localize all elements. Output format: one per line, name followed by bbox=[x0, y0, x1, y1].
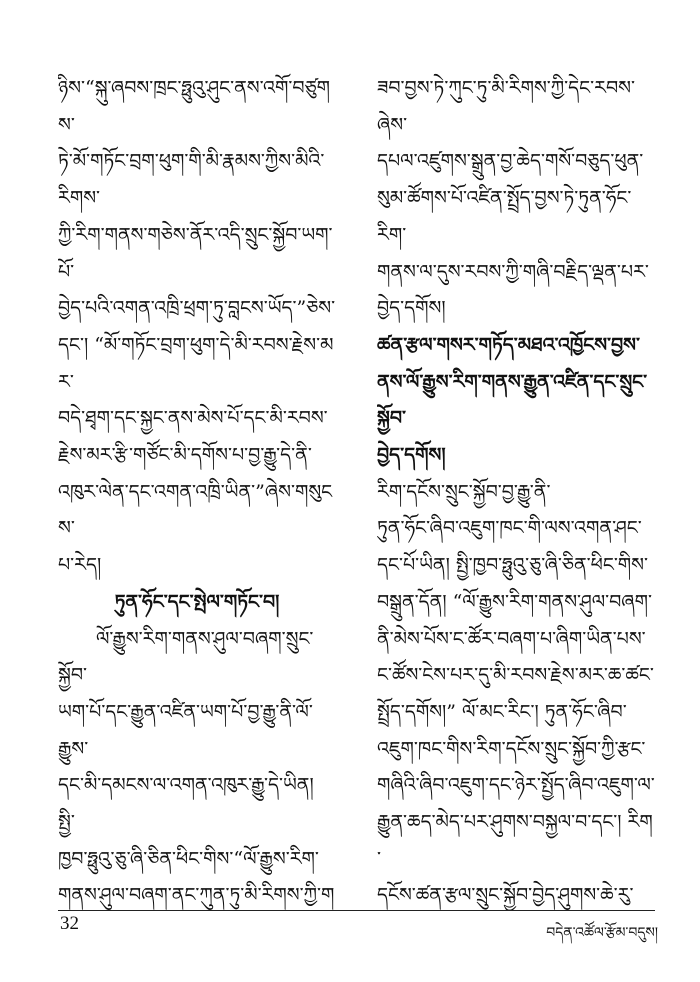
right-column bbox=[377, 70, 655, 910]
section-heading: ཏུན་ཧོང་དང་སྤེལ་གཏོང་བ། bbox=[114, 590, 280, 613]
left-column bbox=[58, 70, 336, 910]
footer-rule bbox=[58, 910, 655, 911]
paragraph: ལོ་རྒྱུས་རིག་གནས་ཤུལ་བཞག་སྲུང་སྐྱོབ་ ཡག་པོ་དང་རྒྱུན་འཛིན་ཡག་པོ་བྱ་རྒྱུ་ནི་ལོ་རྒྱུས་ དང་མི་དམངས་ལ་འགན་འཁུར་རྒྱུ་དེ་ཡིན། སྤྱི་ ཁྱབ་ཧྥུའུ་ཅུ་ཞི་ཅིན་ཕིང་གིས་“ལོ་རྒྱུས་རིག་ གནས་ཤུལ་བཞག་ནང་ཀུན་ཏུ་མི་རིགས་ཀྱི་ག bbox=[58, 627, 335, 907]
paragraph: ཟབ་བྱས་ཏེ་ཀུང་ཏུ་མི་རིགས་ཀྱི་དེང་རབས་ཞེས་ དཔལ་འཛུགས་སྒྲུན་བྱ་ཆེད་གསོ་བཅུད་ཕུན་ སུམ་ཚོགས་པོ་འཛིན་སྤྲོད་བྱས་ཏེ་ཏུན་ཧོང་རིག་ གནས་ལ་དུས་རབས་ཀྱི་གཞི་བརྗིད་ལྡན་པར་ བྱེད་དགོས། bbox=[377, 77, 649, 320]
paragraph: རིག་དངོས་སྲུང་སྐྱོབ་བྱ་རྒྱུ་ནི་ ཏུན་ཧོང་ཞིབ་འཇུག་ཁང་གི་ལས་འགན་ཤང་ དང་པོ་ཡིན། སྤྱི་ཁྱབ་ཧྥུའུ་ཅུ་ཞི་ཅིན་ཕིང་གིས་ བསྒྲུན་དོན། “ལོ་རྒྱུས་རིག་གནས་ཤུལ་བཞག་ ནི་མེས་པོས་ང་ཚོར་བཞག་པ་ཞིག་ཡིན་པས་ ང་ཚོས་ངེས་པར་དུ་མི་རབས་རྗེས་མར་ཆ་ཚང་ སྤྲོད་དགོས།” ལོ་མང་རིང་། ཏུན་ཧོང་ཞིབ་ འཇུག་ཁང་གིས་རིག་དངོས་སྲུང་སྐྱོབ་ཀྱི་རྩང་ གཞིའི་ཞིབ་འཇུག་དང་ཉེར་སྤྱོད་ཞིབ་འཇུག་ལ་ རྒྱུན་ཆད་མེད་པར་ཤུགས་བསྐྱལ་བ་དང་། རིག་ དངོས་ཚན་རྩལ་སྲུང་སྐྱོབ་བྱེད་ཤུགས་ཆེ་རུ་ bbox=[377, 480, 655, 907]
running-title: བདེན་འཚོལ་རྩོམ་བདུས། bbox=[546, 925, 658, 941]
section-heading: ཚན་རྩལ་གསར་གཏོད་མཐའ་འཁྱོངས་བྱས་ ནས་ལོ་རྒྱུས་རིག་གནས་རྒྱུན་འཛིན་དང་སྲུང་སྐྱོབ་ བྱེད་དགོས། bbox=[377, 333, 648, 467]
paragraph: ཉིས་“སྐུ་ཞབས་ཁྲང་ཧྥུའུ་ཤུང་ནས་འགོ་བཙུགས་ ཏེ་མོ་གཏོང་བྲག་ཕུག་གི་མི་རྣམས་ཀྱིས་མིའི་རིགས་ ཀྱི་རིག་གནས་གཅེས་ནོར་འདི་སྲུང་སྐྱོབ་ཡག་པོ་ བྱེད་པའི་འགན་འཁྲི་ཕྲག་ཏུ་བླངས་ཡོད་”ཅེས་ དང་། “མོ་གཏོང་བྲག་ཕུག་དེ་མི་རབས་རྗེས་མར་ བདེ་ཐྭག་དང་སྐྱང་ནས་མེས་པོ་དང་མི་རབས་ རྗེས་མར་རྩི་གཙོང་མི་དགོས་པ་བྱ་རྒྱུ་དེ་ནི་ འཁུར་ལེན་དང་འགན་འཁྲི་ཡིན་”ཞེས་གསུངས་ པ་རེད། bbox=[58, 77, 336, 577]
page-number: 32 bbox=[60, 913, 79, 934]
